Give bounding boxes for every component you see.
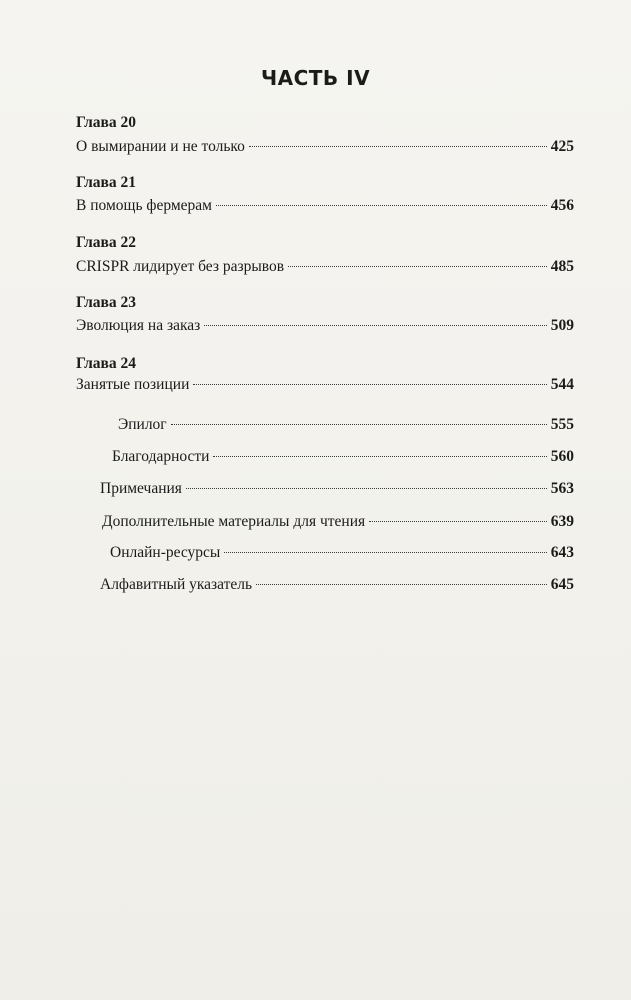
toc-entry-page: 643 — [550, 544, 574, 561]
dot-leader — [249, 146, 547, 147]
toc-entry[interactable] — [76, 376, 574, 394]
toc-entry-page: 485 — [550, 258, 574, 275]
dot-leader — [369, 521, 547, 522]
toc-entry-page: 645 — [550, 576, 574, 593]
toc-entry-page: 639 — [550, 513, 574, 530]
toc-entry-title: Дополнительные материалы для чтения — [102, 513, 366, 530]
toc-entry-page: 555 — [550, 416, 574, 433]
toc-entry[interactable] — [102, 513, 574, 531]
toc-entry-title: Благодарности — [112, 448, 210, 465]
toc-entry-title: Онлайн-ресурсы — [110, 544, 221, 561]
toc-entry-title: Занятые позиции — [76, 376, 190, 393]
dot-leader — [171, 424, 547, 425]
toc-entry[interactable] — [76, 138, 574, 156]
chapter-label: Глава 24 — [76, 355, 137, 372]
toc-entry[interactable] — [76, 258, 574, 276]
toc-entry-page: 456 — [550, 197, 574, 214]
toc-entry-page: 563 — [550, 480, 574, 497]
toc-entry[interactable] — [118, 416, 574, 434]
part-title: ЧАСТЬ IV — [260, 66, 371, 90]
dot-leader — [216, 205, 547, 206]
toc-entry[interactable] — [100, 576, 574, 594]
dot-leader — [204, 325, 547, 326]
dot-leader — [213, 456, 546, 457]
toc-entry[interactable] — [112, 448, 574, 466]
toc-entry-title: Примечания — [100, 480, 182, 497]
toc-entry-page: 560 — [550, 448, 574, 465]
toc-entry-title: CRISPR лидирует без разрывов — [76, 258, 285, 275]
chapter-label: Глава 23 — [76, 294, 137, 311]
dot-leader — [193, 384, 546, 385]
chapter-label: Глава 20 — [76, 114, 137, 131]
toc-entry-title: О вымирании и не только — [76, 138, 245, 155]
chapter-label: Глава 22 — [76, 234, 137, 251]
toc-entry[interactable] — [100, 480, 574, 498]
toc-entry-title: Эпилог — [118, 416, 167, 433]
toc-entry-page: 544 — [550, 376, 574, 393]
toc-entry-title: Эволюция на заказ — [76, 317, 201, 334]
toc-entry[interactable] — [110, 544, 574, 562]
toc-entry-page: 509 — [550, 317, 574, 334]
dot-leader — [256, 584, 547, 585]
dot-leader — [186, 488, 547, 489]
toc-entry[interactable] — [76, 197, 574, 215]
toc-entry-page: 425 — [550, 138, 574, 155]
toc-entry-title: В помощь фермерам — [76, 197, 212, 214]
toc-entry[interactable] — [76, 317, 574, 335]
chapter-label: Глава 21 — [76, 174, 137, 191]
dot-leader — [224, 552, 546, 553]
dot-leader — [288, 266, 547, 267]
toc-entry-title: Алфавитный указатель — [100, 576, 253, 593]
